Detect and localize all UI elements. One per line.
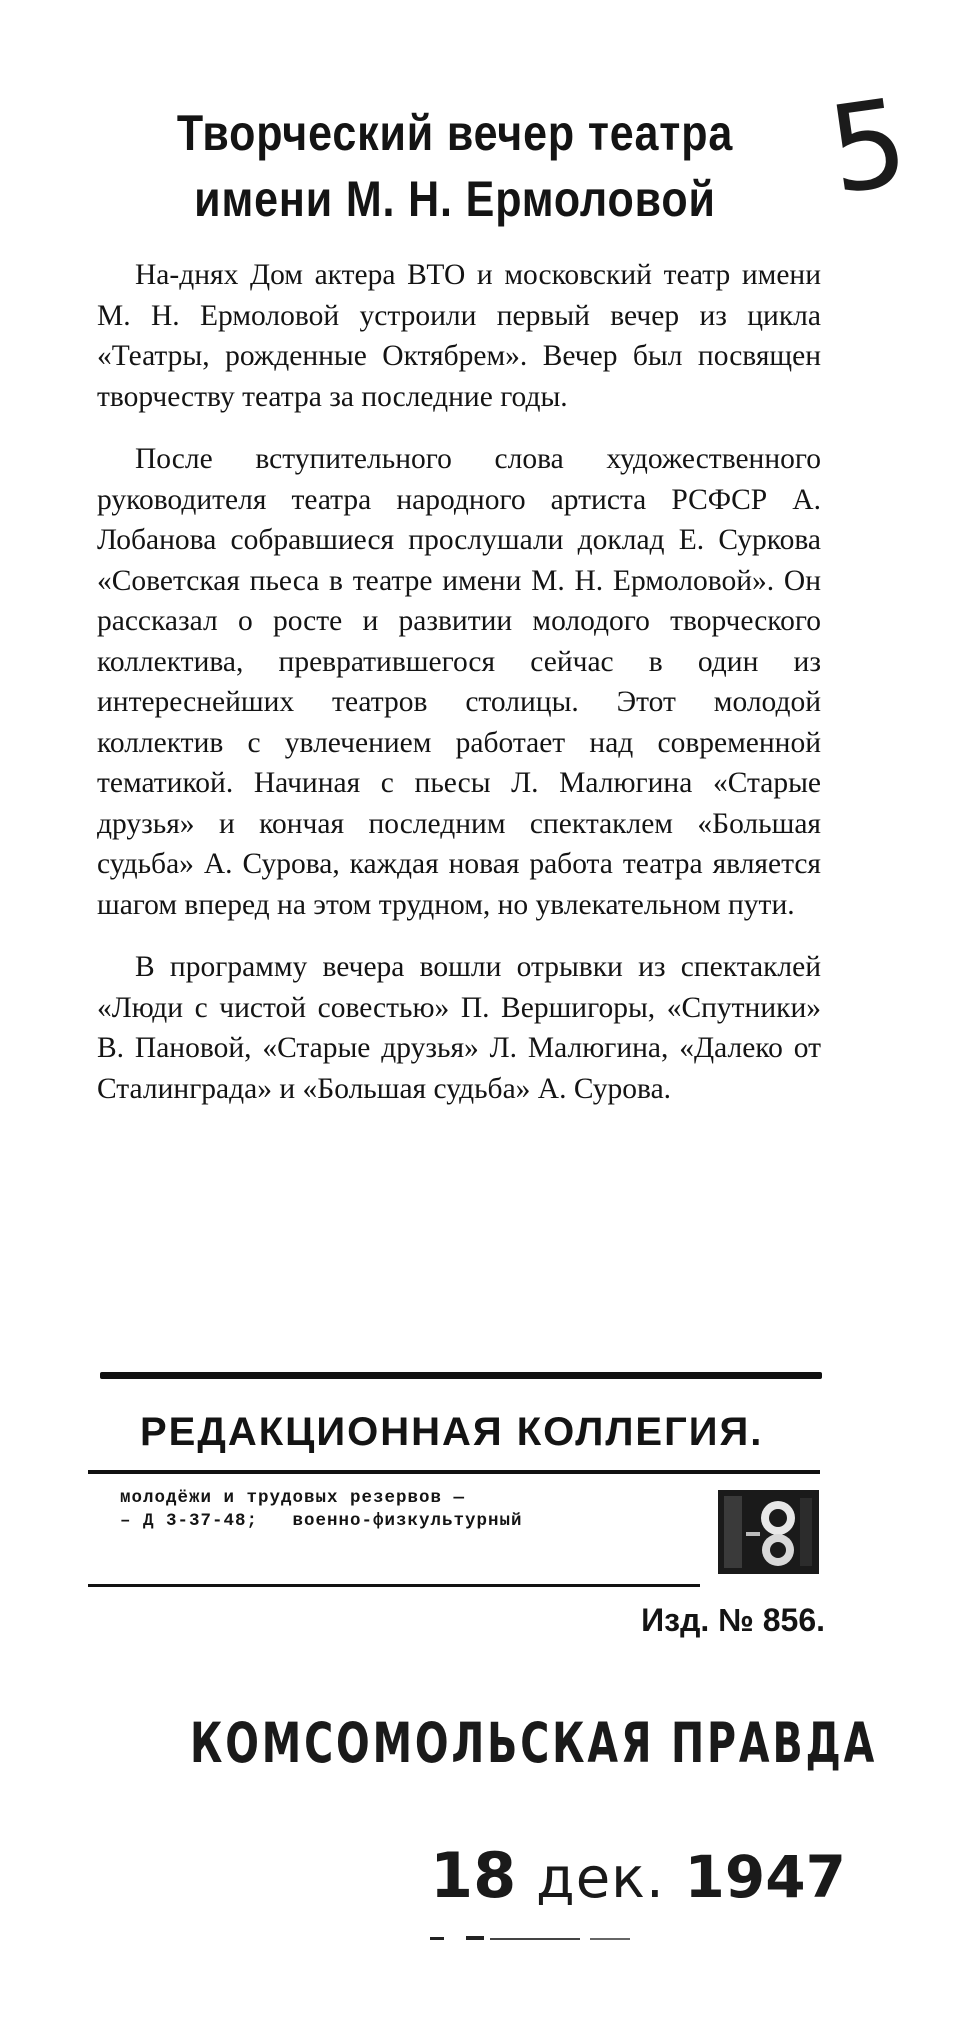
handwritten-page-number: 5 [820, 73, 916, 222]
divider-rule [100, 1372, 822, 1379]
headline-line-1: Творческий вечер театра [176, 105, 734, 161]
divider-rule-bottom [88, 1584, 700, 1587]
phones-line-2: – Д 3-37-48; военно-физкультурный [120, 1511, 523, 1531]
divider-rule-thin [88, 1470, 820, 1474]
phone-numbers [120, 1487, 680, 1533]
stamp-day: 18 [430, 1839, 517, 1912]
stamp-year: 1947 [684, 1843, 846, 1911]
stamp-date [430, 1840, 850, 1915]
stamp-month: дек. [536, 1846, 665, 1911]
headline-line-2: имени М. Н. Ермоловой [194, 171, 716, 227]
issue-number: Изд. № 856. [641, 1602, 825, 1638]
stamp-newspaper-name: КОМСОМОЛЬСКАЯ ПРАВДА [190, 1711, 878, 1775]
article-paragraph-1: На-днях Дом актера ВТО и московский театр имени М. Н. Ермоловой устроили первый вечер из цикла «Театры, рожденные Октябрем». Вечер был посвящен творчеству театра за последние годы. [97, 259, 821, 413]
article-paragraph-2: После вступительного слова художественного руководителя театра народного артиста РСФСР А. Лобанова собравшиеся прослушали доклад Е. Суркова «Советская пьеса в театре имени М. Н. Ермоловой». Он рассказал о росте и развитии молодого творческого коллектива, превратившегося сейчас в один из интереснейших театров столицы. Этот молодой коллектив с увлечением работает над современной тематикой. Начиная с пьесы Л. Малюгина «Старые друзья» и кончая последним спектаклем «Большая судьба» А. Сурова, каждая новая работа театра является шагом вперед на этом трудном, но увлекательном пути. [97, 443, 821, 921]
article-body [97, 255, 821, 1131]
editorial-board-heading: РЕДАКЦИОННАЯ КОЛЛЕГИЯ. [140, 1410, 764, 1454]
article-headline [145, 100, 764, 232]
stamp-underline [430, 1935, 710, 1941]
phones-line-1: молодёжи и трудовых резервов — [120, 1488, 466, 1508]
printing-house-mark-icon [716, 1488, 821, 1576]
article-paragraph-3: В программу вечера вошли отрывки из спектаклей «Люди с чистой совестью» П. Вершигоры, «Спутники» В. Пановой, «Старые друзья» Л. Малюгина, «Далеко от Сталинграда» и «Большая судьба» А. Сурова. [97, 951, 821, 1105]
